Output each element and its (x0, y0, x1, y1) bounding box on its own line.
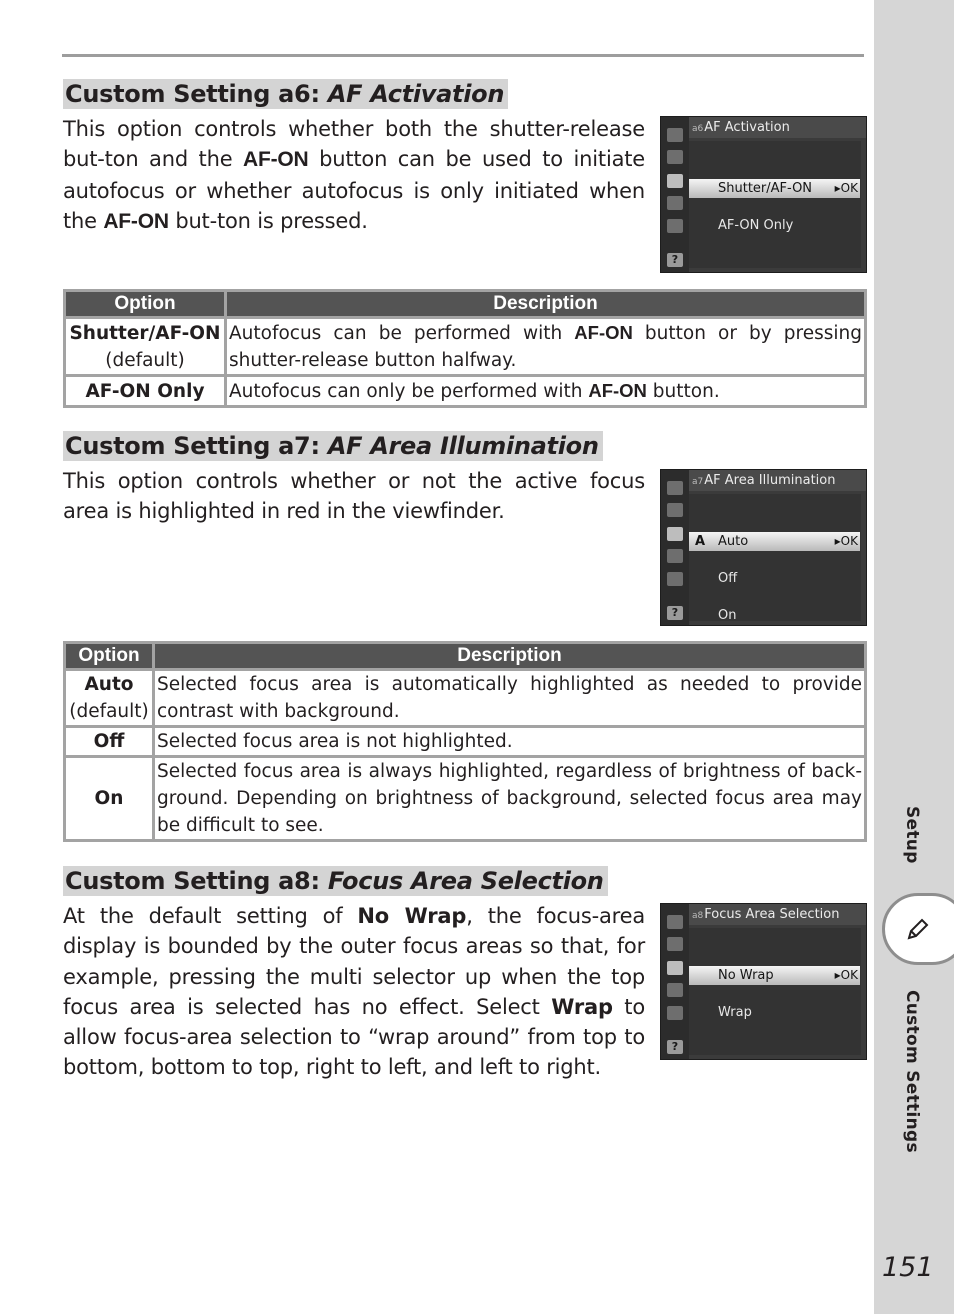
custom-settings-badge (882, 893, 954, 965)
custom-settings-menu-icon (667, 527, 683, 541)
description-cell: Autofocus can be performed with AF-ON button or by pressing shutter-release button halfway. (227, 319, 864, 374)
playback-menu-icon (667, 915, 683, 929)
help-icon: ? (667, 606, 683, 620)
option-name: Off (93, 731, 125, 752)
side-tab-custom-settings: Custom Settings (902, 990, 922, 1153)
menu-title-text: Focus Area Selection (704, 907, 840, 922)
section-body-a7: This option controls whether or not the active focus area is highlighted in red in the viewfinder. (63, 469, 645, 524)
button-name: AF-ON (243, 148, 309, 172)
options-table-a6 (63, 289, 867, 408)
camera-menu-screen-a7 (660, 469, 867, 626)
my-menu-icon (667, 572, 683, 586)
menu-title (689, 470, 866, 491)
ok-indicator: ▸OK (834, 534, 858, 548)
menu-option-label: AF-ON Only (718, 218, 794, 233)
description-cell: Autofocus can only be performed with AF-ON button. (227, 377, 864, 405)
shooting-menu-icon (667, 937, 683, 951)
default-note: (default) (105, 349, 185, 371)
menu-option (689, 966, 860, 985)
description-cell: Selected focus area is automatically highlighted as needed to provide contrast with background. (155, 671, 864, 725)
menu-title (689, 117, 866, 138)
page-number: 151 (882, 1252, 934, 1283)
page-top-rule (62, 54, 864, 57)
option-cell (66, 319, 224, 374)
option-name: Shutter/AF-ON (69, 322, 221, 344)
column-header: Option (66, 292, 224, 316)
menu-tab-rail (661, 470, 689, 625)
button-name: AF-ON (588, 380, 647, 401)
shooting-menu-icon (667, 150, 683, 164)
description-cell: Selected focus area is not highlighted. (155, 728, 864, 755)
menu-option-label: Shutter/AF-ON (718, 181, 813, 196)
menu-title-text: AF Area Illumination (704, 473, 836, 488)
column-header: Option (66, 644, 152, 668)
menu-tab-rail (661, 117, 689, 272)
menu-option-label: Auto (718, 534, 749, 549)
table-row (66, 319, 864, 374)
section-body-a6: This option controls whether both the shutter-release but-ton and the AF-ON button can be used to initiate autofocus or whether autofocus is only initiated when the AF-ON but-ton is pressed. (63, 117, 645, 233)
default-note: (default) (69, 701, 149, 722)
side-tab-setup: Setup (902, 806, 922, 864)
menu-option (689, 569, 860, 588)
button-name: AF-ON (103, 209, 169, 233)
menu-title (689, 904, 866, 925)
option-cell (66, 671, 152, 725)
table-header-row (66, 292, 864, 316)
column-header: Description (227, 292, 864, 316)
menu-option (689, 1003, 860, 1022)
table-row (66, 671, 864, 725)
menu-item-name: No Wrap (357, 904, 467, 928)
pencil-icon (903, 916, 931, 944)
section-heading-a6: Custom Setting a6: AF Activation (63, 79, 508, 109)
button-name: AF-ON (574, 322, 633, 343)
camera-menu-screen-a6 (660, 116, 867, 273)
table-row (66, 377, 864, 405)
menu-option (689, 606, 860, 625)
menu-option (689, 179, 860, 198)
option-cell (66, 377, 224, 405)
menu-tab-rail (661, 904, 689, 1059)
custom-settings-menu-icon (667, 961, 683, 975)
playback-menu-icon (667, 481, 683, 495)
playback-menu-icon (667, 128, 683, 142)
menu-panel (689, 494, 861, 621)
setting-code: a6 (692, 124, 704, 134)
custom-settings-menu-icon (667, 174, 683, 188)
option-name: On (94, 788, 124, 809)
menu-item-name: Wrap (551, 994, 613, 1019)
setup-menu-icon (667, 549, 683, 563)
setup-menu-icon (667, 196, 683, 210)
help-icon: ? (667, 253, 683, 267)
menu-option (689, 532, 860, 551)
table-row (66, 758, 864, 839)
options-table-a7 (63, 641, 867, 842)
help-icon: ? (667, 1040, 683, 1054)
menu-panel (689, 928, 861, 1055)
auto-mark: A (695, 534, 706, 549)
section-body-a8: At the default setting of No Wrap, the focus-area display is bounded by the outer focus areas so that, for example, pressing the multi selector up when the top focus area is selected has no effect. Select Wrap to allow focus-area selection to “wrap around” from top to bottom, bottom to top, right to left, and left to right. (63, 904, 645, 1080)
my-menu-icon (667, 219, 683, 233)
table-header-row (66, 644, 864, 668)
shooting-menu-icon (667, 503, 683, 517)
menu-option (689, 216, 860, 235)
menu-panel (689, 141, 861, 268)
my-menu-icon (667, 1006, 683, 1020)
ok-indicator: ▸OK (834, 181, 858, 195)
column-header: Description (155, 644, 864, 668)
option-name: AF-ON Only (85, 380, 205, 402)
menu-option-label: Wrap (718, 1005, 752, 1020)
menu-option-label: Off (718, 571, 738, 586)
description-cell: Selected focus area is always highlighted, regardless of brightness of back-ground. Depending on brightness of background, selected focus area may be difficult to see. (155, 758, 864, 839)
setting-code: a7 (692, 477, 704, 487)
camera-menu-screen-a8 (660, 903, 867, 1060)
setting-code: a8 (692, 911, 704, 921)
table-row (66, 728, 864, 755)
section-heading-a8: Custom Setting a8: Focus Area Selection (63, 866, 608, 896)
menu-option-label: No Wrap (718, 968, 774, 983)
ok-indicator: ▸OK (834, 968, 858, 982)
setup-menu-icon (667, 983, 683, 997)
menu-title-text: AF Activation (704, 120, 790, 135)
option-cell (66, 758, 152, 839)
option-cell (66, 728, 152, 755)
option-name: Auto (84, 674, 134, 695)
section-heading-a7: Custom Setting a7: AF Area Illumination (63, 431, 603, 461)
menu-option-label: On (718, 608, 737, 623)
